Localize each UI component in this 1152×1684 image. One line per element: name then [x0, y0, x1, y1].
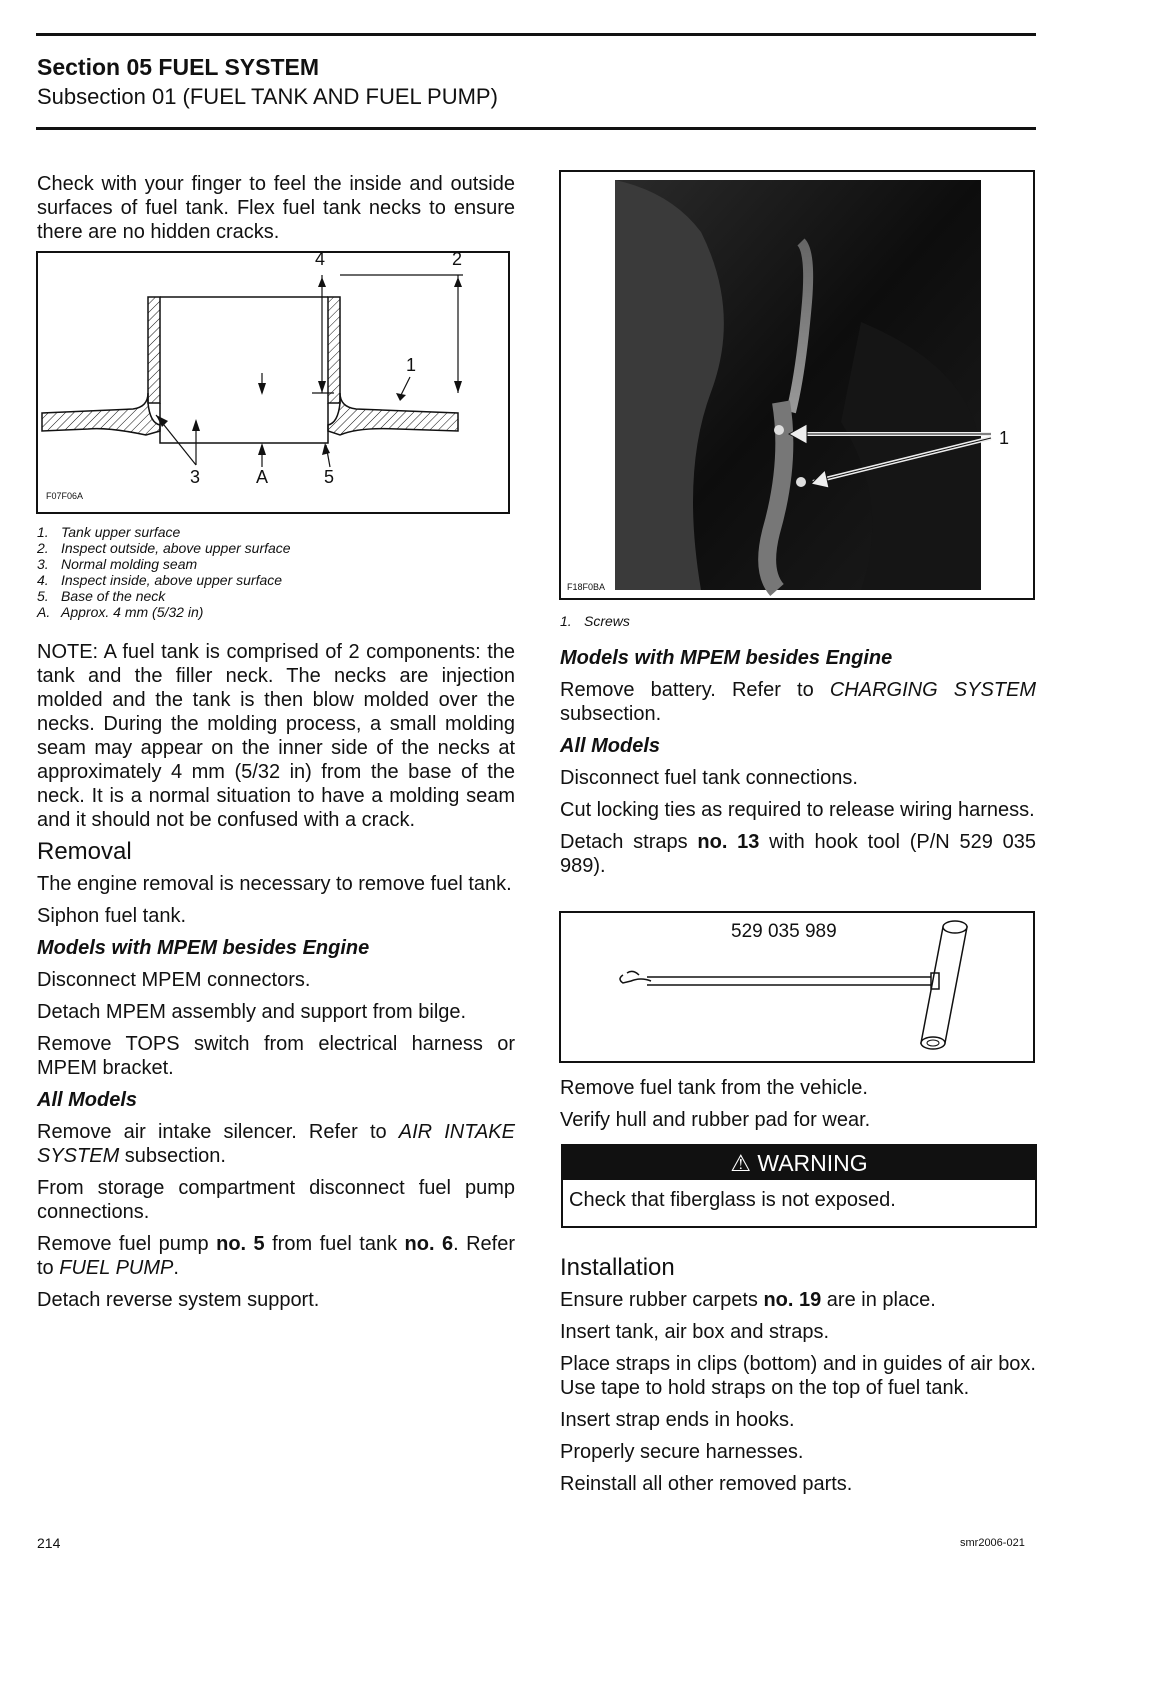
install-paragraph-3: Place straps in clips (bottom) and in guides of air box. Use tape to hold straps on the top of fuel tank. [560, 1353, 1036, 1399]
all-models-heading: All Models [37, 1089, 138, 1111]
right-body-2 [560, 1076, 1036, 1140]
install-paragraph-5: Properly secure harnesses. [560, 1441, 804, 1463]
warning-title: WARNING [757, 1150, 868, 1176]
all-models-paragraph-1: Remove air intake silencer. Refer to AIR INTAKE SYSTEM subsection. [37, 1121, 515, 1167]
screws-photo [559, 170, 1035, 600]
subsection-title: Subsection 01 (FUEL TANK AND FUEL PUMP) [37, 84, 498, 109]
photo-code: F18F0BA [567, 582, 606, 592]
install-paragraph-2: Insert tank, air box and straps. [560, 1321, 830, 1343]
mpem-paragraph-3: Remove TOPS switch from electrical harness or MPEM bracket. [37, 1033, 515, 1079]
neck-diagram [36, 251, 510, 514]
page-number: 214 [37, 1535, 61, 1551]
install-paragraph-1: Ensure rubber carpets no. 19 are in place. [560, 1289, 936, 1311]
install-paragraph-6: Reinstall all other removed parts. [560, 1473, 853, 1495]
section-title: Section 05 FUEL SYSTEM [37, 54, 320, 80]
photo-callout-1: 1 [999, 428, 1010, 448]
figure1-legend [37, 524, 515, 620]
mpem-heading-right: Models with MPEM besides Engine [560, 647, 893, 669]
mpem-paragraph-2: Detach MPEM assembly and support from bilge. [37, 1001, 467, 1023]
after-paragraph-2: Verify hull and rubber pad for wear. [560, 1109, 871, 1131]
charging-system-reference: CHARGING SYSTEM [829, 679, 1037, 701]
warning-triangle-icon: ⚠ [730, 1150, 751, 1176]
note-text: A fuel tank is comprised of 2 components: the tank and the filler neck. The necks are injection molded and the tank is then blow molded over the necks. During the molding process, a small molding seam may appear on the inner side of the necks at approximately 4 mm (5/32 in) from the base of the neck. It is a normal situation to have a molding seam and it should not be confused with a crack. [37, 641, 515, 831]
right-body-1 [560, 646, 1036, 886]
all-models-heading-right: All Models [560, 735, 661, 757]
removal-paragraph-1: The engine removal is necessary to remove fuel tank. [37, 873, 512, 895]
left-body [37, 640, 515, 1320]
callout-4: 4 [315, 249, 326, 269]
mpem-paragraph-1: Disconnect MPEM connectors. [37, 969, 311, 991]
intro-paragraph: Check with your finger to feel the inside and outside surfaces of fuel tank. Flex fuel tank necks to ensure there are no hidden cracks. [37, 173, 515, 243]
intro-block [37, 172, 515, 252]
callout-5: 5 [324, 467, 335, 487]
removal-heading: Removal [37, 838, 132, 865]
note-paragraph [37, 640, 515, 832]
warning-header [563, 1146, 1035, 1180]
warning-box [561, 1144, 1037, 1228]
hook-tool-figure [559, 911, 1035, 1063]
right-all-paragraph-2: Cut locking ties as required to release wiring harness. [560, 799, 1035, 821]
tool-part-number: 529 035 989 [731, 921, 837, 942]
legend-item: A. Approx. 4 mm (5/32 in) [37, 604, 204, 620]
header-top-rule [36, 33, 1036, 36]
right-all-paragraph-3: Detach straps no. 13 with hook tool (P/N 529 035 989). [560, 831, 1036, 877]
removal-paragraph-2: Siphon fuel tank. [37, 905, 186, 927]
mpem-heading: Models with MPEM besides Engine [37, 937, 370, 959]
warning-text: Check that fiberglass is not exposed. [569, 1189, 896, 1211]
figure-code: F07F06A [46, 491, 84, 501]
all-models-paragraph-3: Remove fuel pump no. 5 from fuel tank no. 6. Refer to FUEL PUMP. [37, 1233, 516, 1279]
screws-photo-image [561, 172, 1033, 598]
legend-item: 1. Tank upper surface [37, 524, 181, 540]
installation-heading: Installation [560, 1254, 675, 1281]
all-models-paragraph-4: Detach reverse system support. [37, 1289, 320, 1311]
legend-item: 4. Inspect inside, above upper surface [37, 572, 283, 588]
callout-1: 1 [406, 355, 417, 375]
right-mpem-paragraph: Remove battery. Refer to CHARGING SYSTEM subsection. [560, 679, 1037, 725]
after-paragraph-1: Remove fuel tank from the vehicle. [560, 1077, 868, 1099]
header-bottom-rule [36, 127, 1036, 130]
installation-block [560, 1256, 1036, 1504]
legend-item: 3. Normal molding seam [37, 556, 198, 572]
caption-item: 1. Screws [560, 613, 630, 629]
callout-2: 2 [452, 249, 463, 269]
note-label: NOTE: [37, 641, 99, 663]
fuel-pump-reference: FUEL PUMP [59, 1257, 174, 1279]
air-intake-reference: AIR INTAKE SYSTEM [37, 1121, 515, 1167]
legend-item: 5. Base of the neck [37, 588, 166, 604]
photo-caption [560, 613, 1036, 629]
all-models-paragraph-2: From storage compartment disconnect fuel pump connections. [37, 1177, 515, 1223]
right-all-paragraph-1: Disconnect fuel tank connections. [560, 767, 858, 789]
install-paragraph-4: Insert strap ends in hooks. [560, 1409, 795, 1431]
document-code: smr2006-021 [960, 1537, 1025, 1549]
callout-3: 3 [190, 467, 201, 487]
callout-a: A [256, 467, 269, 487]
neck-cross-section-drawing [38, 253, 508, 512]
legend-item: 2. Inspect outside, above upper surface [37, 540, 291, 556]
